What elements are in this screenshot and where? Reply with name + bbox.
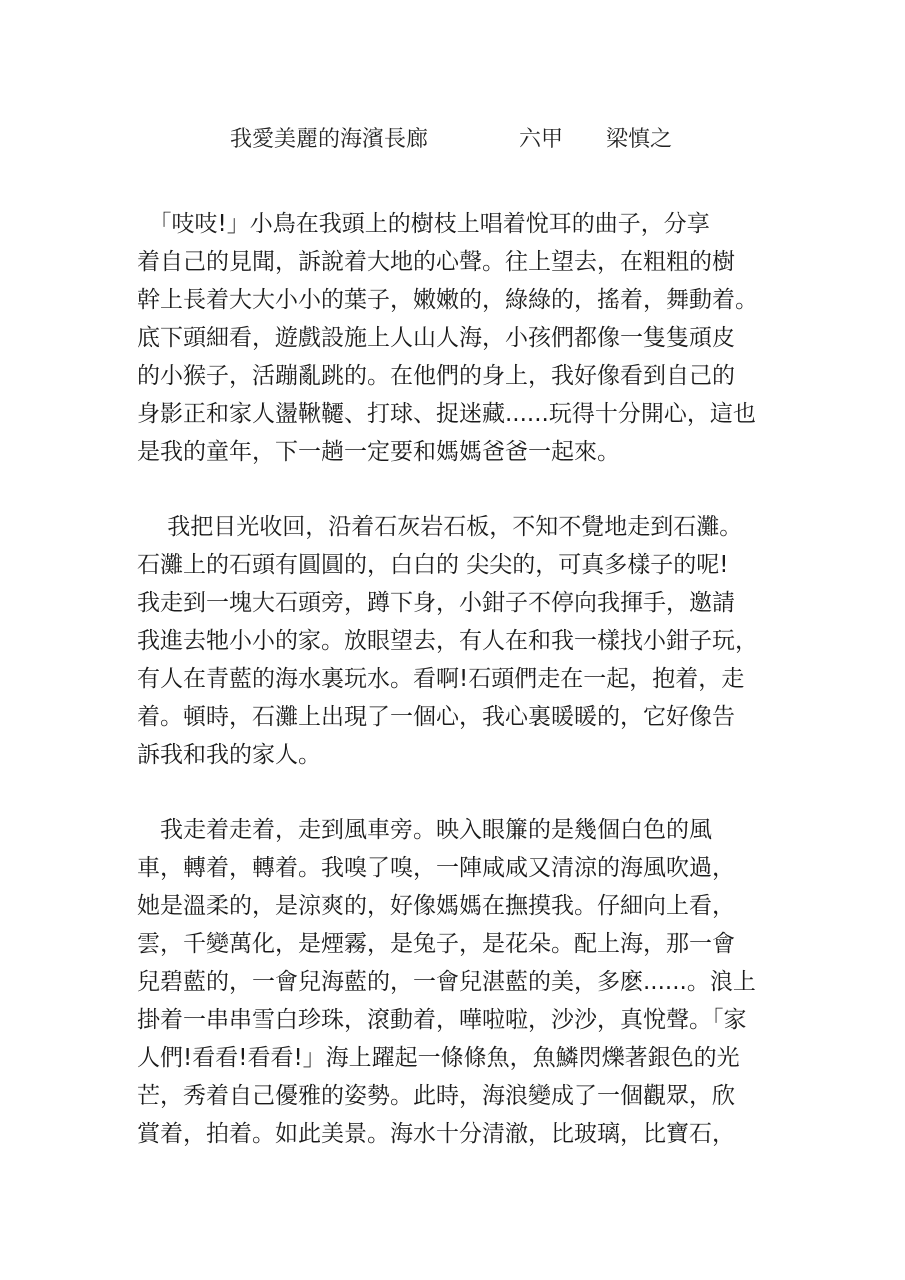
text-line: 是我的童年，下一趟一定要和媽媽爸爸一起來。 <box>137 439 620 465</box>
text-line: 訴我和我的家人。 <box>137 742 321 768</box>
text-line: 她是溫柔的，是涼爽的，好像媽媽在撫摸我。仔細向上看， <box>137 893 735 919</box>
paragraph-2 <box>137 508 771 774</box>
text-line: 「吱吱!」小鳥在我頭上的樹枝上唱着悅耳的曲子，分享 <box>137 211 710 237</box>
text-line: 我進去牠小小的家。放眼望去，有人在和我一樣找小鉗子玩， <box>137 628 758 654</box>
text-line: 我走着走着，走到風車旁。映入眼簾的是幾個白色的風 <box>137 817 712 843</box>
text-line: 底下頭細看，遊戲設施上人山人海，小孩們都像一隻隻頑皮 <box>137 325 735 351</box>
text-line: 賞着，拍着。如此美景。海水十分清澈，比玻璃，比寶石， <box>137 1121 735 1147</box>
essay-title: 我愛美麗的海濱長廊 <box>230 127 429 152</box>
text-line: 着自己的見聞，訴說着大地的心聲。往上望去，在粗粗的樹 <box>137 249 735 275</box>
text-line: 有人在青藍的海水裏玩水。看啊!石頭們走在一起，抱着，走 <box>137 666 745 692</box>
text-line: 身影正和家人盪鞦韆、打球、捉迷藏......玩得十分開心，這也 <box>137 401 756 427</box>
text-line: 車，轉着，轉着。我嗅了嗅，一陣咸咸又清涼的海風吹過， <box>137 855 735 881</box>
text-line: 石灘上的石頭有圓圓的，白白的 尖尖的，可真多樣子的呢! <box>137 552 729 578</box>
text-line: 雲，千變萬化，是煙霧，是兔子，是花朵。配上海，那一會 <box>137 931 735 957</box>
text-line: 人們!看看!看看!」海上躍起一條條魚，魚鱗閃爍著銀色的光 <box>137 1045 740 1071</box>
text-line: 我把目光收回，沿着石灰岩石板，不知不覺地走到石灘。 <box>137 514 743 540</box>
class-name: 六甲 <box>519 127 564 152</box>
text-line: 掛着一串串雪白珍珠，滾動着，嘩啦啦，沙沙，真悅聲。「家 <box>137 1007 747 1033</box>
text-line: 兒碧藍的，一會兒海藍的，一會兒湛藍的美，多麽......。浪上 <box>137 969 756 995</box>
text-line: 我走到一塊大石頭旁，蹲下身，小鉗子不停向我揮手，邀請 <box>137 590 735 616</box>
text-line: 幹上長着大大小小的葉子，嫩嫩的，綠綠的，搖着，舞動着。 <box>137 287 758 313</box>
author-name: 梁慎之 <box>606 127 673 152</box>
paragraph-3 <box>137 811 771 1153</box>
paragraph-1 <box>137 205 771 471</box>
essay-title-row <box>0 118 905 158</box>
text-line: 的小猴子，活蹦亂跳的。在他們的身上，我好像看到自己的 <box>137 363 735 389</box>
text-line: 芒，秀着自己優雅的姿勢。此時，海浪變成了一個觀眾，欣 <box>137 1083 735 1109</box>
text-line: 着。頓時，石灘上出現了一個心，我心裏暖暖的，它好像告 <box>137 704 735 730</box>
